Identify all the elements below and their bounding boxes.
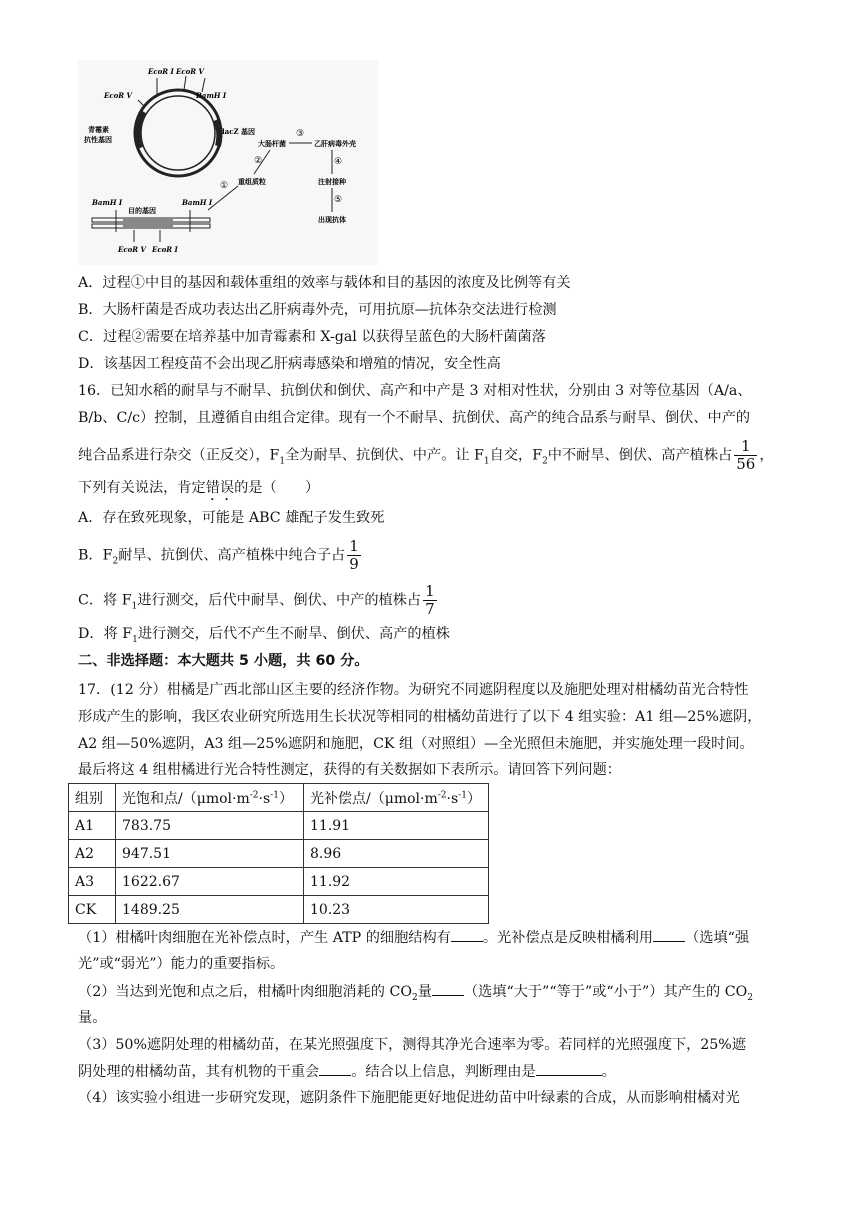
q16-option-a: A．存在致死现象，可能是 ABC 雄配子发生致死 bbox=[78, 510, 385, 526]
penicillin-resistance-label: 青霉素 bbox=[88, 125, 109, 134]
table-cell: 947.51 bbox=[116, 840, 304, 868]
q15-option-c: C．过程②需要在培养基中加青霉素和 X-gal 以获得呈蓝色的大肠杆菌菌落 bbox=[78, 329, 546, 345]
q17-part2-line2: 量。 bbox=[78, 1010, 107, 1026]
answer-blank[interactable] bbox=[319, 1075, 351, 1076]
step5-label: ⑤ bbox=[334, 195, 343, 205]
fraction-1-7: $\frac{1}{7}$ bbox=[425, 582, 435, 618]
q15-option-a: A．过程①中目的基因和载体重组的效率与载体和目的基因的浓度及比例等有关 bbox=[78, 275, 571, 291]
answer-blank[interactable] bbox=[451, 941, 483, 942]
bamhi-label: BamH Ⅰ bbox=[196, 91, 227, 100]
q16-stem-line3: 纯合品系进行杂交（正反交），$F_1$全为耐旱、抗倒伏、中产。让 $F_1$自交，$F_2$中不耐旱、倒伏、高产植株占 $\frac{1}{56}$ ， bbox=[78, 437, 774, 473]
q17-part2-line1: （2）当达到光饱和点之后，柑橘叶肉细胞消耗的 $CO_2$量 （选填“大于”“等于”或“小于”）其产生的 $CO_2$ bbox=[78, 984, 753, 1003]
section-heading: 二、非选择题：本大题共 5 小题，共 60 分。 bbox=[78, 653, 369, 669]
q15-option-b: B．大肠杆菌是否成功表达出乙肝病毒外壳，可用抗原—抗体杂交法进行检测 bbox=[78, 302, 557, 318]
gene-engineering-diagram bbox=[78, 60, 378, 265]
bamhi-left-label: BamH Ⅰ bbox=[92, 198, 123, 207]
table-cell: 10.23 bbox=[304, 896, 489, 924]
q16-option-b: B．$F_2$耐旱、抗倒伏、高产植株中纯合子占 $\frac{1}{9}$ bbox=[78, 537, 359, 573]
table-cell: CK bbox=[69, 896, 116, 924]
step1-label: ① bbox=[220, 181, 229, 191]
q15-option-d: D．该基因工程疫苗不会出现乙肝病毒感染和增殖的情况，安全性高 bbox=[78, 356, 501, 372]
step3-label: ③ bbox=[296, 129, 305, 139]
table-row bbox=[69, 896, 489, 924]
answer-blank[interactable] bbox=[432, 995, 464, 996]
q17-part4-line1: （4）该实验小组进一步研究发现，遮阴条件下施肥能更好地促进幼苗中叶绿素的合成，从而影响柑橘对光 bbox=[78, 1090, 740, 1106]
q16-option-d: D．将 $F_1$进行测交，后代不产生不耐旱、倒伏、高产的植株 bbox=[78, 626, 450, 645]
table-cell: 1489.25 bbox=[116, 896, 304, 924]
table-cell: 11.92 bbox=[304, 868, 489, 896]
data-table bbox=[68, 783, 489, 924]
q17-part3-line2: 阴处理的柑橘幼苗，其有机物的干重会 。结合以上信息，判断理由是 。 bbox=[78, 1064, 616, 1080]
hbv-shell-label: 乙肝病毒外壳 bbox=[314, 139, 356, 148]
table-cell: 1622.67 bbox=[116, 868, 304, 896]
q17-stem-line1: 17．(12 分）柑橘是广西北部山区主要的经济作物。为研究不同遮阴程度以及施肥处理对柑橘幼苗光合特性 bbox=[78, 682, 749, 698]
table-cell: A3 bbox=[69, 868, 116, 896]
step2-label: ② bbox=[254, 156, 263, 166]
ecorv-left-label: EcoR Ⅴ bbox=[104, 91, 132, 100]
fraction-1-56: $\frac{1}{56}$ bbox=[736, 437, 756, 473]
penicillin-resistance-label-2: 抗性基因 bbox=[84, 135, 112, 144]
table-header-cell: 光饱和点$/(\mu mol\cdot m^{-2}\cdot s^{-1})$ bbox=[116, 784, 304, 812]
q16-stem-line2: B/b、C/c）控制，且遵循自由组合定律。现有一个不耐旱、抗倒伏、高产的纯合品系与耐旱、倒伏、中产的 bbox=[78, 410, 751, 426]
table-header-row bbox=[69, 784, 489, 812]
fraction-1-9: $\frac{1}{9}$ bbox=[349, 537, 359, 573]
table-header-cell: 光补偿点$/(\mu mol\cdot m^{-2}\cdot s^{-1})$ bbox=[304, 784, 489, 812]
q17-stem-line4: 最后将这 4 组柑橘进行光合特性测定，获得的有关数据如下表所示。请回答下列问题： bbox=[78, 762, 621, 778]
q17-part1-line2: 光”或“弱光”）能力的重要指标。 bbox=[78, 956, 285, 972]
table-cell: 783.75 bbox=[116, 812, 304, 840]
table-cell: A2 bbox=[69, 840, 116, 868]
answer-blank[interactable] bbox=[653, 941, 685, 942]
answer-blank[interactable] bbox=[536, 1075, 602, 1076]
ecorv-label: EcoR Ⅴ bbox=[176, 67, 204, 76]
emphasis-wrong: 错误 bbox=[205, 480, 235, 496]
target-gene-label: 目的基因 bbox=[128, 206, 156, 215]
injection-label: 注射接种 bbox=[318, 177, 346, 186]
q17-part3-line1: （3）50%遮阴处理的柑橘幼苗，在某光照强度下，测得其净光合速率为零。若同样的光照强度下，25%遮 bbox=[78, 1037, 746, 1053]
table-row bbox=[69, 868, 489, 896]
table-cell: 11.91 bbox=[304, 812, 489, 840]
ecori-label: EcoR Ⅰ bbox=[148, 67, 174, 76]
table-header-cell: 组别 bbox=[69, 784, 116, 812]
lacz-label: lacZ 基因 bbox=[222, 127, 256, 136]
table-row bbox=[69, 840, 489, 868]
antibody-label: 出现抗体 bbox=[318, 215, 346, 224]
q17-part1-line1: （1）柑橘叶肉细胞在光补偿点时，产生 ATP 的细胞结构有 。光补偿点是反映柑橘利用 （选填“强 bbox=[78, 930, 750, 946]
q17-stem-line2: 形成产生的影响，我区农业研究所选用生长状况等相同的柑橘幼苗进行了以下 4 组实验：A1 组—25%遮阴， bbox=[78, 709, 762, 725]
ecori-bottom-label: EcoR Ⅰ bbox=[152, 245, 178, 254]
ecorv-bottom-label: EcoR Ⅴ bbox=[118, 245, 146, 254]
step4-label: ④ bbox=[334, 157, 343, 167]
recombinant-plasmid-label: 重组质粒 bbox=[238, 177, 266, 186]
q17-stem-line3: A2 组—50%遮阴，A3 组—25%遮阴和施肥，CK 组（对照组）—全光照但未施肥，并实施处理一段时间。 bbox=[78, 736, 754, 752]
q16-option-c: C．将 $F_1$进行测交，后代中耐旱、倒伏、中产的植株占 $\frac{1}{7}$ bbox=[78, 582, 435, 618]
table-cell: A1 bbox=[69, 812, 116, 840]
bamhi-right-label: BamH Ⅰ bbox=[182, 198, 213, 207]
q16-stem-line4: 下列有关说法，肯定错误的是（ ） bbox=[78, 480, 320, 496]
table-cell: 8.96 bbox=[304, 840, 489, 868]
q16-stem-line1: 16．已知水稻的耐旱与不耐旱、抗倒伏和倒伏、高产和中产是 3 对相对性状，分别由 3 对等位基因（A/a、 bbox=[78, 383, 752, 399]
table-row bbox=[69, 812, 489, 840]
ecoli-label: 大肠杆菌 bbox=[258, 139, 286, 148]
